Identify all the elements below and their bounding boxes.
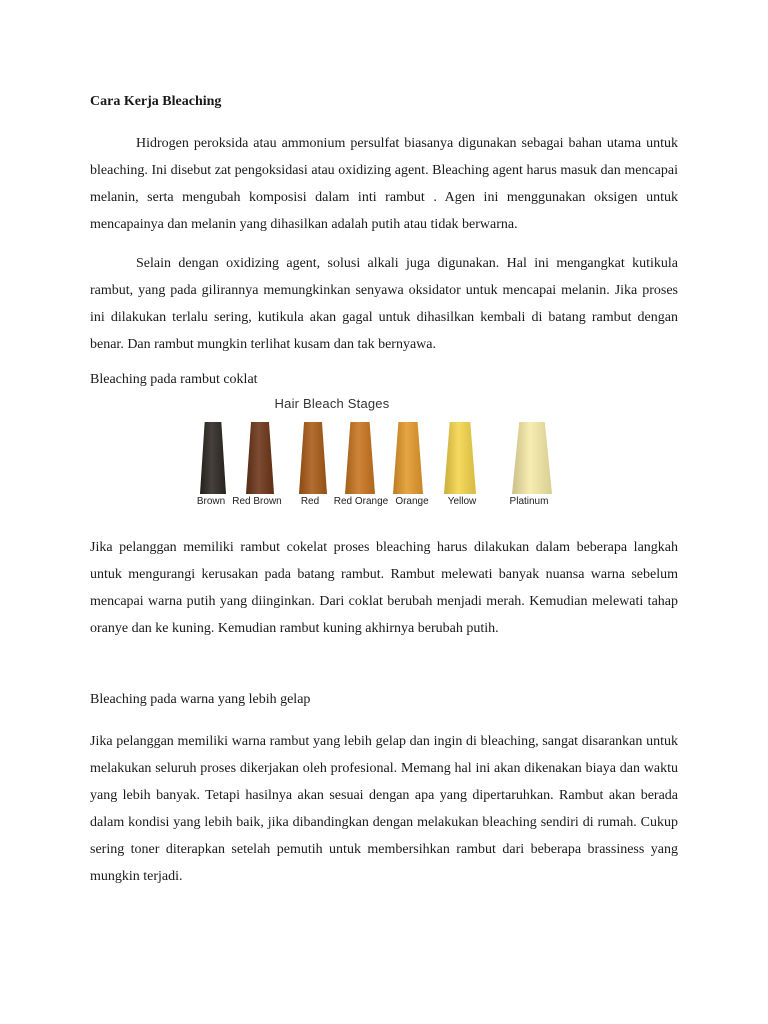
stage-swatch-platinum — [512, 422, 552, 494]
stage-label-red-orange: Red Orange — [333, 496, 389, 507]
paragraph-brown-hair: Jika pelanggan memiliki rambut cokelat proses bleaching harus dilakukan dalam beberapa langkah untuk mengurangi kerusakan pada batang rambut. Rambut melewati banyak nuansa warna sebelum mencapai warna putih yang diinginkan. Dari coklat berubah menjadi merah. Kemudian melewati tahap oranye dan ke kuning. Kemudian rambut kuning akhirnya berubah putih. — [90, 540, 678, 636]
blank-line — [90, 654, 678, 690]
stage-label-yellow: Yellow — [447, 496, 477, 507]
stage-label-orange: Orange — [395, 496, 429, 507]
stage-swatch-brown — [200, 422, 226, 494]
subheading-brown-hair: Bleaching pada rambut coklat — [90, 372, 258, 387]
figure-title: Hair Bleach Stages — [274, 396, 390, 411]
paragraph-alkali-solution: Selain dengan oxidizing agent, solusi alkali juga digunakan. Hal ini mengangkat kutikula rambut, yang pada gilirannya memungkinkan senyawa oksidator untuk mencapai melanin. Jika proses ini dilakukan terlalu sering, kutikula akan gagal untuk dihasilkan kembali di batang rambut dengan benar. Dan rambut mungkin terlihat kusam dan tak bernyawa. — [90, 256, 678, 352]
document-body — [90, 92, 678, 902]
hair-bleach-stages-figure — [198, 396, 560, 514]
paragraph-darker-hair: Jika pelanggan memiliki warna rambut yang lebih gelap dan ingin di bleaching, sangat disarankan untuk melakukan seluruh proses dikerjakan oleh profesional. Memang hal ini akan dikenakan biaya dan waktu yang lebih banyak. Tetapi hasilnya akan sesuai dengan apa yang dipertaruhkan. Rambut akan berada dalam kondisi yang lebih baik, jika dibandingkan dengan melakukan bleaching sendiri di rumah. Cukup sering toner diterapkan setelah pemutih untuk membersihkan rambut dari beberapa brassiness yang mungkin terjadi. — [90, 734, 678, 884]
document-title: Cara Kerja Bleaching — [90, 94, 222, 109]
stage-swatch-yellow — [444, 422, 476, 494]
stage-label-brown: Brown — [196, 496, 226, 507]
subheading-darker-hair: Bleaching pada warna yang lebih gelap — [90, 692, 311, 707]
stage-swatch-red-brown — [246, 422, 274, 494]
stage-swatch-orange — [393, 422, 423, 494]
paragraph-oxidizing-agent: Hidrogen peroksida atau ammonium persulfat biasanya digunakan sebagai bahan utama untuk bleaching. Ini disebut zat pengoksidasi atau oxidizing agent. Bleaching agent harus masuk dan mencapai melanin, serta mengubah komposisi dalam inti rambut . Agen ini menggunakan oksigen untuk mencapainya dan melanin yang dihasilkan adalah putih atau tidak berwarna. — [90, 136, 678, 232]
stage-label-red: Red — [300, 496, 320, 507]
stage-swatch-red — [299, 422, 327, 494]
stage-label-red-brown: Red Brown — [232, 496, 282, 507]
stage-swatch-red-orange — [345, 422, 375, 494]
stage-label-platinum: Platinum — [509, 496, 549, 507]
